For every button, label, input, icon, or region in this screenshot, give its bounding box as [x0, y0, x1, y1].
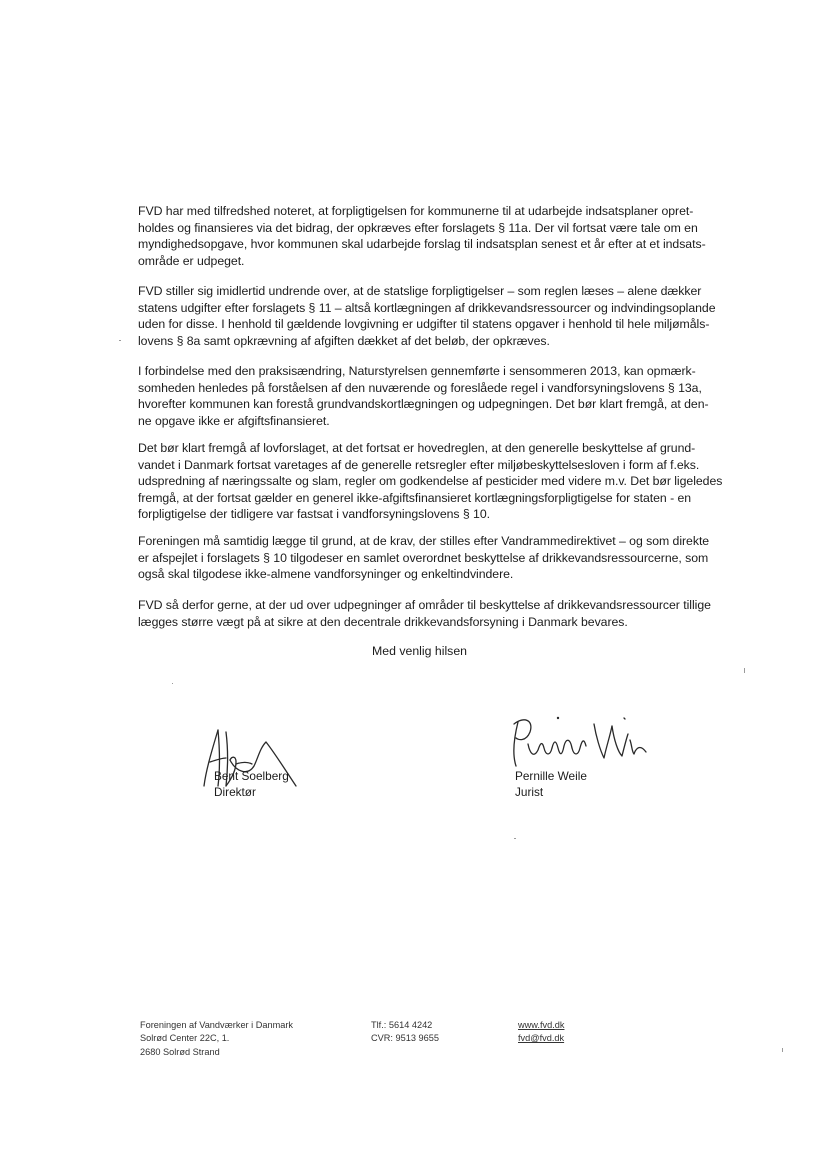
footer-address-line: Solrød Center 22C, 1. [140, 1033, 230, 1044]
paragraph-4 [138, 440, 723, 523]
signer-name: Pernille Weile [515, 769, 587, 783]
scan-speck [119, 340, 121, 341]
paragraph-line: udspredning af næringssalte og slam, regler om godkendelse af pesticider med videre m.v. Det bør ligeledes [138, 474, 723, 489]
paragraph-line: statens udgifter efter forslagets § 11 – altså kortlægningen af drikkevandsressourcer og indvindingsoplande [138, 300, 716, 315]
paragraph-line: er afspejlet i forslagets § 10 tilgodeser en samlet overordnet beskyttelse af drikkevandsressourcerne, som [138, 550, 709, 565]
paragraph-line: I forbindelse med den praksisændring, Naturstyrelsen gennemførte i sensommeren 2013, kan opmærk- [138, 364, 696, 378]
footer-cvr: CVR: 9513 9655 [371, 1033, 439, 1044]
signer-title: Direktør [214, 785, 256, 799]
paragraph-line: somheden henledes på forståelsen af den nuværende og foreslåede regel i vandforsyningslovens § 13a, [138, 380, 702, 395]
paragraph-line: Foreningen må samtidig lægge til grund, at de krav, der stilles efter Vandrammedirektivet – og som direkte [138, 534, 710, 548]
paragraph-line: FVD stiller sig imidlertid undrende over, at de statslige forpligtigelser – som reglen læses – alene dækker [138, 284, 702, 298]
signer-name: Bent Soelberg [214, 769, 289, 783]
paragraph-line: vandet i Danmark fortsat varetages af de generelle retsregler efter miljøbeskyttelsesloven i form af f.eks. [138, 457, 700, 472]
signature-right-image [500, 710, 650, 770]
footer-links [518, 1019, 564, 1046]
paragraph-line: FVD så derfor gerne, at der ud over udpegninger af områder til beskyttelse af drikkevandsressourcer tillige [138, 598, 711, 612]
paragraph-line: uden for disse. I henhold til gældende lovgivning er udgifter til statens opgaver i henhold til hele miljømåls- [138, 317, 710, 332]
paragraph-3 [138, 363, 708, 429]
paragraph-line: fremgå, at der fortsat gælder en generel ikke-afgiftsfinansieret kortlægningsforpligtigelse for staten - en [138, 490, 692, 505]
paragraph-line: lovens § 8a samt opkrævning af afgiften dækket af det beløb, der opkræves. [138, 333, 550, 348]
website-link[interactable]: www.fvd.dk [518, 1020, 565, 1030]
scan-speck [782, 1048, 783, 1052]
email-link[interactable]: fvd@fvd.dk [518, 1033, 565, 1044]
paragraph-5 [138, 533, 708, 583]
paragraph-line: hvorefter kommunen kan forestå grundvandskortlægningen og udpegningen. Det bør klart fremgå, at den- [138, 397, 709, 412]
footer-contact [371, 1019, 439, 1046]
footer-address [140, 1019, 293, 1059]
scan-speck [172, 683, 173, 684]
paragraph-line: område er udpeget. [138, 253, 245, 268]
signature-left-block [214, 768, 289, 800]
paragraph-6 [138, 597, 711, 630]
paragraph-line: lægges større vægt på at sikre at den decentrale drikkevandsforsyning i Danmark bevares. [138, 614, 628, 629]
paragraph-line: FVD har med tilfredshed noteret, at forpligtigelsen for kommunerne til at udarbejde indsatsplaner opret- [138, 204, 694, 218]
footer-address-line: 2680 Solrød Strand [140, 1046, 220, 1057]
paragraph-line: holdes og finansieres via det bidrag, der opkræves efter forslagets § 11a. Der vil fortsat være tale om en [138, 220, 698, 235]
scan-speck [514, 838, 516, 839]
paragraph-line: også skal tilgodese ikke-almene vandforsyninger og enkeltindvindere. [138, 567, 514, 582]
scan-speck [744, 668, 745, 673]
closing-greeting: Med venlig hilsen [372, 644, 468, 658]
paragraph-line: myndighedsopgave, hvor kommunen skal udarbejde forslag til indsatsplan senest et år efter at et indsats- [138, 237, 706, 252]
footer-phone: Tlf.: 5614 4242 [371, 1020, 433, 1030]
paragraph-line: Det bør klart fremgå af lovforslaget, at det fortsat er hovedreglen, at den generelle beskyttelse af grund- [138, 441, 696, 455]
paragraph-line: ne opgave ikke er afgiftsfinansieret. [138, 413, 330, 428]
signer-title: Jurist [515, 785, 544, 799]
signature-right-block [515, 768, 587, 800]
footer-org-name: Foreningen af Vandværker i Danmark [140, 1020, 294, 1030]
paragraph-1 [138, 203, 708, 269]
paragraph-2 [138, 283, 716, 349]
paragraph-line: forpligtigelse der tidligere var fastsat i vandforsyningslovens § 10. [138, 507, 490, 522]
